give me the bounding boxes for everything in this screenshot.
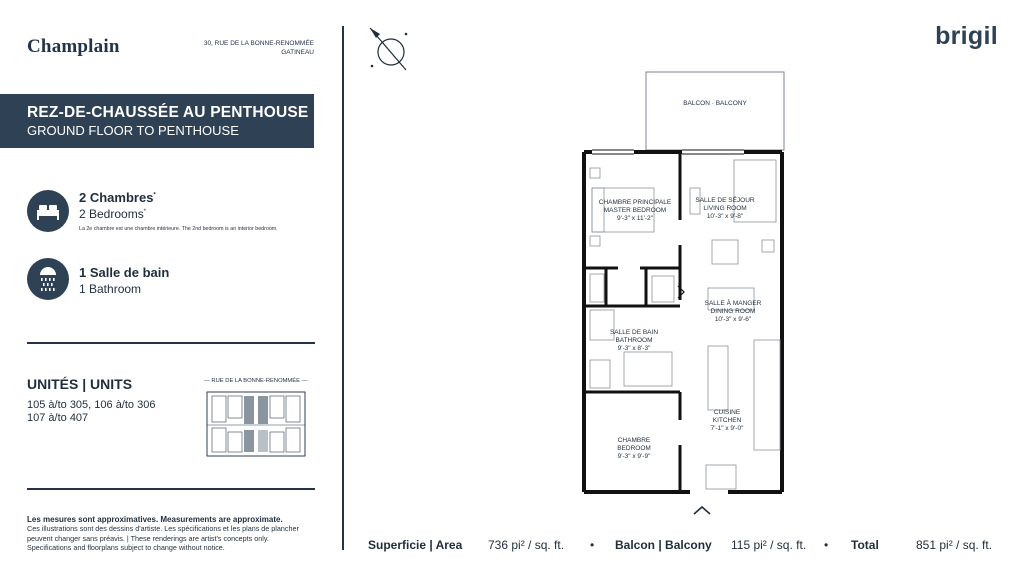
room-dining-fr: SALLE À MANGER xyxy=(704,300,762,307)
bedrooms-info xyxy=(79,190,156,221)
room-living-fr: SALLE DE SÉJOUR xyxy=(695,197,755,204)
banner-title-fr: REZ-DE-CHAUSSÉE AU PENTHOUSE xyxy=(27,104,309,121)
room-master-fr: CHAMBRE PRINCIPALE xyxy=(598,199,672,206)
room-dining-dims: 10'-3" x 9'-6" xyxy=(714,316,752,323)
room-bathroom xyxy=(594,329,674,353)
balcony-label: Balcon | Balcony xyxy=(615,538,712,552)
room-kitchen-dims: 7'-1" x 9'-0" xyxy=(710,425,744,432)
units-line-2: 107 à/to 407 xyxy=(27,411,89,424)
room-bedroom-fr: CHAMBRE xyxy=(617,437,651,444)
bed-icon xyxy=(27,190,69,232)
north-arrow-icon xyxy=(366,24,412,79)
vertical-divider xyxy=(342,26,344,550)
disclaimer-line-3: Specifications and floorplans subject to change without notice. xyxy=(27,542,225,552)
bathrooms-info xyxy=(79,265,169,296)
disclaimer-bold: Les mesures sont approximatives. Measurements are approximate. xyxy=(27,515,283,524)
units-list xyxy=(27,399,155,424)
room-master-bedroom xyxy=(585,199,685,223)
divider-bottom xyxy=(27,488,315,490)
divider-top xyxy=(27,342,315,344)
room-bathroom-dims: 9'-3" x 8'-3" xyxy=(617,345,651,352)
room-bedroom-en: BEDROOM xyxy=(617,445,651,452)
room-kitchen-fr: CUISINE xyxy=(713,409,741,416)
address-line1: 30, RUE DE LA BONNE-RENOMMÉE xyxy=(203,40,314,47)
street-caption: — RUE DE LA BONNE-RENOMMÉE — xyxy=(204,378,308,384)
room-kitchen-en: KITCHEN xyxy=(712,417,742,424)
area-value: 736 pi² / sq. ft. xyxy=(488,538,565,552)
title-banner xyxy=(0,94,314,148)
champlain-logo: Champlain xyxy=(27,36,120,57)
address-line2: GATINEAU xyxy=(281,49,314,56)
bedrooms-footnote: La 2e chambre est une chambre intérieure. The 2nd bedroom is an interior bedroom. xyxy=(79,226,278,232)
bullet-2: • xyxy=(824,538,829,552)
area-label: Superficie | Area xyxy=(368,538,463,552)
total-label: Total xyxy=(851,538,879,552)
bathrooms-fr: 1 Salle de bain xyxy=(79,265,170,280)
room-balcony xyxy=(655,100,775,108)
entrance-chevron-icon xyxy=(692,503,712,521)
bathrooms-en: 1 Bathroom xyxy=(79,282,142,296)
address xyxy=(204,39,314,57)
units-line-1: 105 à/to 305, 106 à/to 306 xyxy=(27,399,156,411)
room-master-dims: 9'-3" x 11'-2" xyxy=(617,215,653,222)
room-bathroom-fr: SALLE DE BAIN xyxy=(609,329,659,336)
brigil-logo: brigil xyxy=(935,22,998,50)
disclaimer-line-1: Ces illustrations sont des dessins d'artiste. Les spécifications et les plans de plancher xyxy=(27,524,299,534)
building-key-plan xyxy=(204,388,308,460)
bedrooms-en: 2 Bedrooms* xyxy=(79,207,147,221)
bedrooms-fr: 2 Chambres* xyxy=(79,190,156,205)
banner-title-en: GROUND FLOOR TO PENTHOUSE xyxy=(27,123,239,138)
room-living-dims: 10'-3" x 9'-8" xyxy=(706,213,744,220)
balcony-value: 115 pi² / sq. ft. xyxy=(731,538,807,552)
bullet-1: • xyxy=(590,538,595,552)
disclaimer xyxy=(27,515,299,552)
room-dining xyxy=(688,300,778,324)
shower-icon xyxy=(27,258,69,300)
room-living xyxy=(685,197,765,221)
room-balcony-label: BALCON · BALCONY xyxy=(683,100,747,107)
room-dining-en: DINING ROOM xyxy=(710,308,756,315)
room-living-en: LIVING ROOM xyxy=(703,205,747,212)
room-bedroom-dims: 9'-3" x 9'-9" xyxy=(617,453,651,460)
room-kitchen xyxy=(697,409,757,433)
room-bathroom-en: BATHROOM xyxy=(615,337,653,344)
room-master-en: MASTER BEDROOM xyxy=(603,207,667,214)
disclaimer-line-2: peuvent changer sans préavis. | These renderings are artist's concepts only. xyxy=(27,533,269,543)
units-title: UNITÉS | UNITS xyxy=(27,376,133,392)
total-value: 851 pi² / sq. ft. xyxy=(916,538,993,552)
room-bedroom xyxy=(599,437,669,461)
